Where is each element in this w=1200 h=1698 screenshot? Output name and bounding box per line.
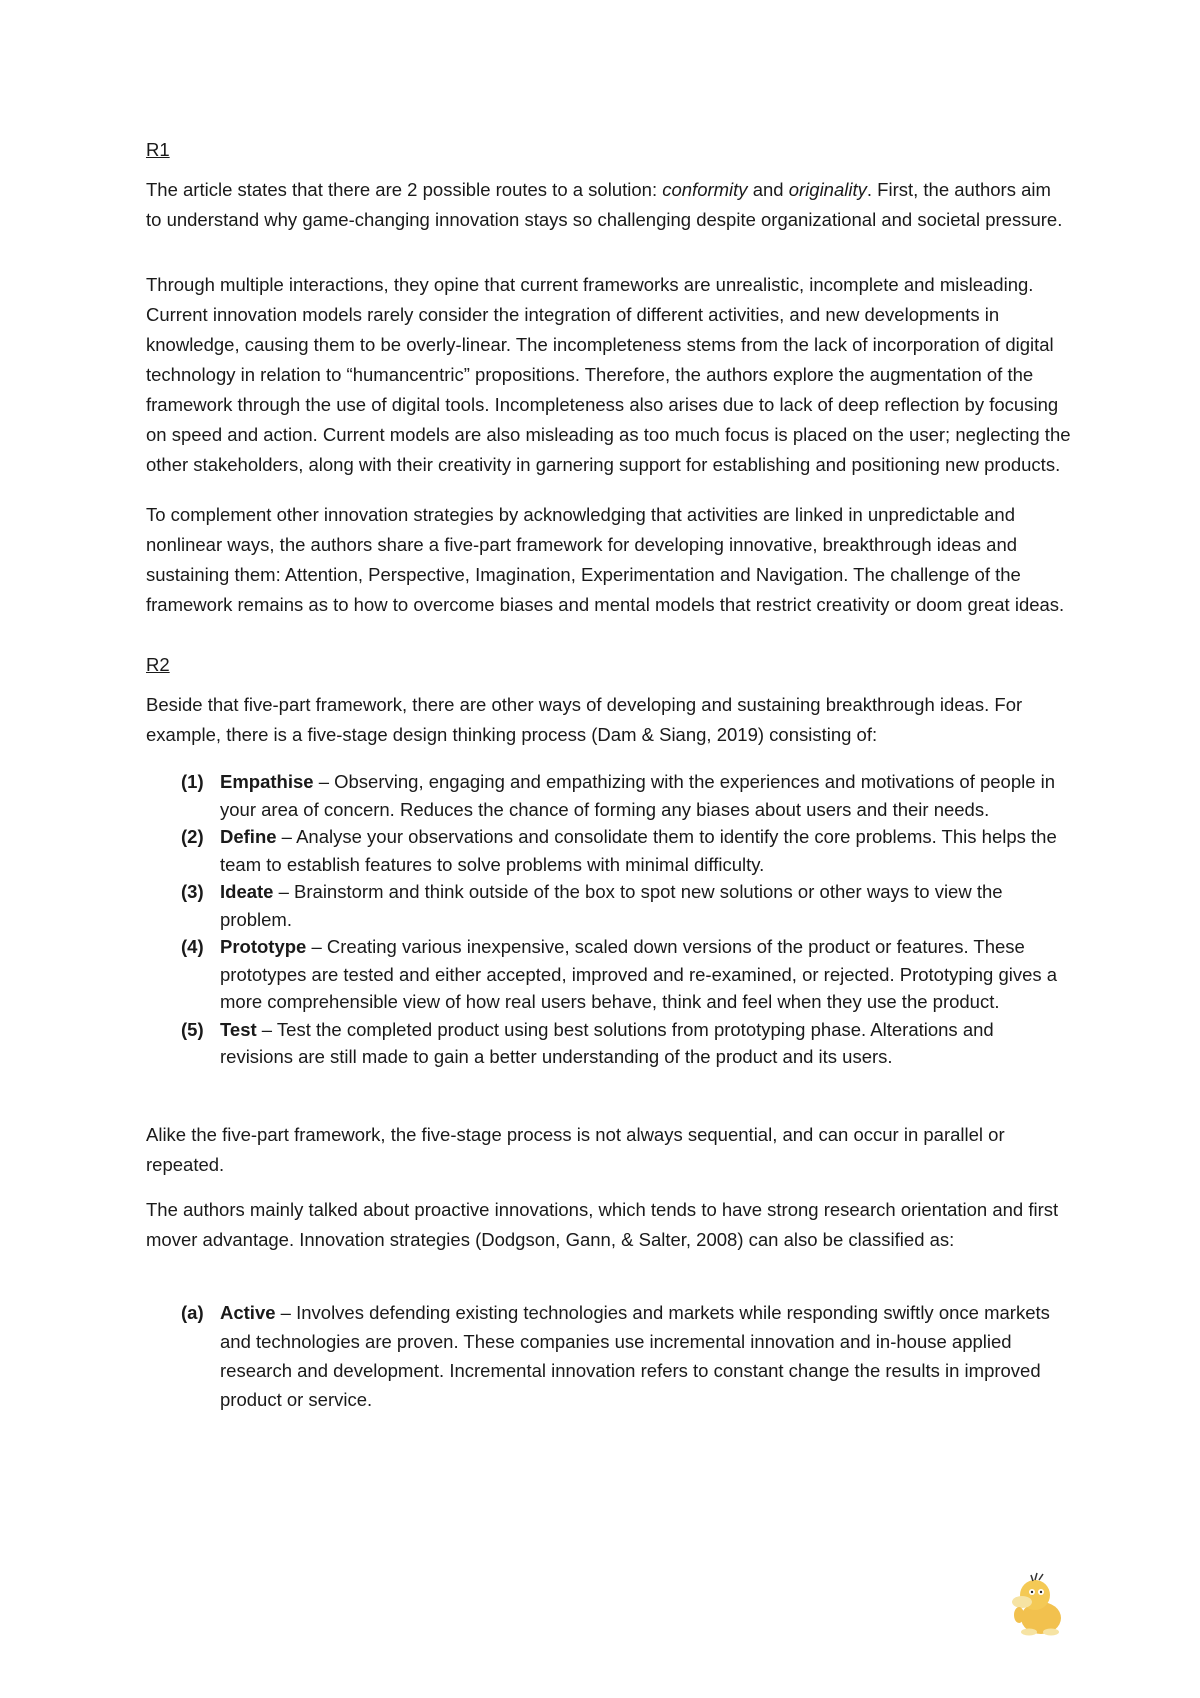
r1-paragraph-2: Through multiple interactions, they opine that current frameworks are unrealistic, incomplete and misleading. Current innovation models rarely consider the integration of different activities, and new developments in knowledge, causing them to be overly-linear. The incompleteness stems from the lack of incorporation of digital technology in relation to “humancentric” propositions. Therefore, the authors explore the augmentation of the framework through the use of digital tools. Incompleteness also arises due to lack of deep reflection by focusing on speed and action. Current models are also misleading as too much focus is placed on the user; neglecting the other stakeholders, along with their creativity in garnering support for establishing and positioning new products. [146, 274, 1071, 475]
emphasis-conformity: conformity [662, 179, 748, 200]
innovation-strategies-list [146, 1298, 1071, 1414]
design-thinking-stages-list [146, 768, 1071, 1071]
list-marker: (3) [181, 881, 204, 902]
list-item [146, 823, 1071, 878]
emphasis-originality: originality [788, 179, 867, 200]
r1-p1-text-b: and [747, 179, 789, 200]
list-marker: (1) [181, 771, 204, 792]
strategy-description: – Involves defending existing technologies and markets while responding swiftly once markets and technologies are proven. These companies use incremental innovation and in-house applied research and development. Incremental innovation refers to constant change the results in improved product or service. [220, 1302, 1050, 1410]
authors-paragraph: The authors mainly talked about proactive innovations, which tends to have strong research orientation and first mover advantage. Innovation strategies (Dodgson, Gann, & Salter, 2008) can also be classified as: [146, 1199, 1059, 1250]
list-item [146, 1298, 1071, 1414]
stage-term: Empathise [220, 771, 314, 792]
stage-description: – Creating various inexpensive, scaled down versions of the product or features. These prototypes are tested and either accepted, improved and re-examined, or rejected. Prototyping gives a more comprehensible view of how real users behave, think and feel when they use the product. [220, 936, 1058, 1012]
list-marker: (5) [181, 1018, 204, 1040]
stage-description: – Analyse your observations and consolidate them to identify the core problems. This helps the team to establish features to solve problems with minimal difficulty. [220, 826, 1057, 875]
list-item [146, 1016, 1071, 1071]
stage-term: Test [220, 1018, 257, 1040]
list-marker: (a) [181, 1302, 204, 1323]
r1-paragraph-3: To complement other innovation strategies by acknowledging that activities are linked in unpredictable and nonlinear ways, the authors share a five-part framework for developing innovative, breakthrough ideas and sustaining them: Attention, Perspective, Imagination, Experimentation and Navigation. The challenge of the framework remains as to how to overcome biases and mental models that restrict creativity or doom great ideas. [146, 504, 1065, 615]
r1-p1-text-c: . First, the authors aim to understand why game-changing innovation stays so challenging despite organizational and societal pressure. [146, 179, 1063, 230]
list-item [146, 933, 1071, 1016]
alike-paragraph: Alike the five-part framework, the five-stage process is not always sequential, and can occur in parallel or repeated. [146, 1124, 1005, 1175]
stage-term: Prototype [220, 936, 307, 957]
stage-description: – Test the completed product using best solutions from prototyping phase. Alterations and revisions are still made to gain a better understanding of the product and its users. [220, 1018, 994, 1067]
list-item [146, 878, 1071, 933]
section-heading-r1: R1 [146, 139, 170, 160]
psyduck-mascot-icon [1005, 1570, 1075, 1640]
section-heading-r2: R2 [146, 654, 170, 675]
list-marker: (2) [181, 826, 204, 847]
strategy-term: Active [220, 1302, 276, 1323]
stage-description: – Observing, engaging and empathizing with the experiences and motivations of people in your area of concern. Reduces the chance of forming any biases about users and their needs. [220, 771, 1056, 820]
r1-paragraph-1 [146, 175, 1071, 235]
list-marker: (4) [181, 936, 204, 957]
stage-term: Define [220, 826, 277, 847]
stage-term: Ideate [220, 881, 274, 902]
r2-intro-paragraph: Beside that five-part framework, there are other ways of developing and sustaining breakthrough ideas. For example, there is a five-stage design thinking process (Dam & Siang, 2019) consisting of: [146, 694, 1023, 745]
list-item [146, 768, 1071, 823]
r1-p1-text-a: The article states that there are 2 possible routes to a solution: [146, 179, 663, 200]
stage-description: – Brainstorm and think outside of the box to spot new solutions or other ways to view the problem. [220, 881, 1003, 930]
